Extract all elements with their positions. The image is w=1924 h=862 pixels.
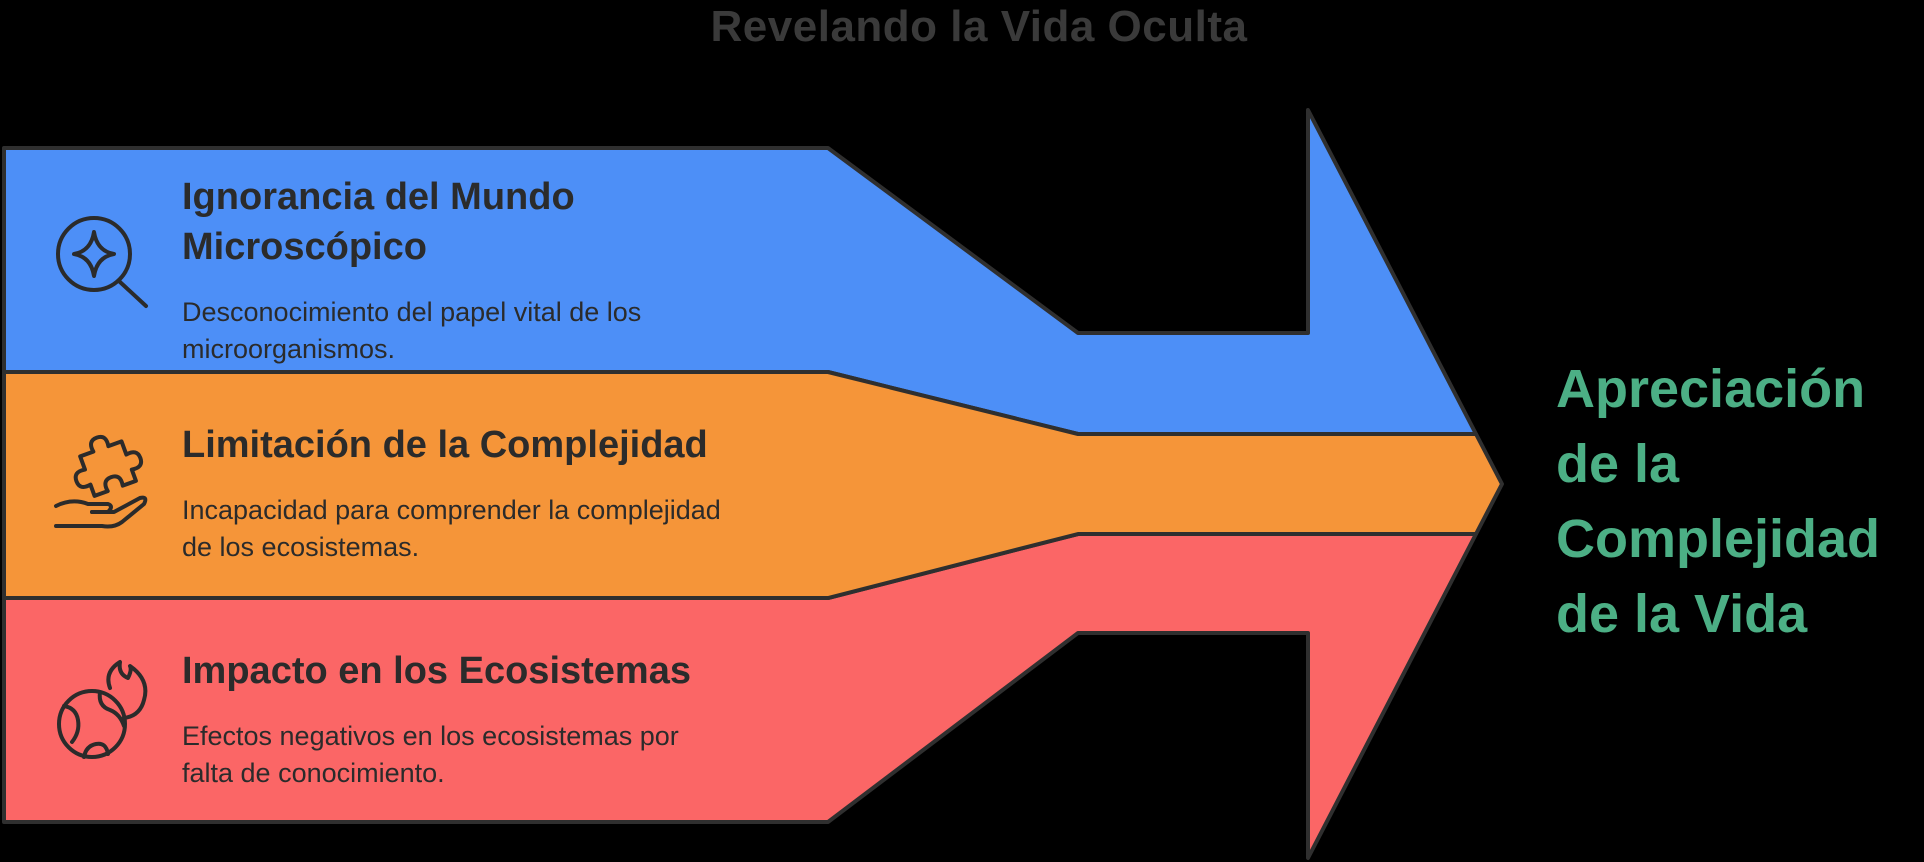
band-desc-line: microorganismos. [182, 334, 396, 364]
band-title-line: Limitación de la Complejidad [182, 424, 708, 466]
magnifier-sparkle-icon [54, 210, 150, 310]
band-desc-line: Desconocimiento del papel vital de los [182, 297, 642, 327]
band-title-line: Impacto en los Ecosistemas [182, 650, 691, 692]
outcome-line: de la Vida [1556, 584, 1808, 644]
burning-globe-icon [54, 658, 154, 762]
band-desc-line: de los ecosistemas. [182, 532, 420, 562]
band-ignorancia [182, 172, 842, 368]
band-desc-line: falta de conocimiento. [182, 758, 445, 788]
band-limitacion [182, 420, 842, 566]
diagram-title: Revelando la Vida Oculta [710, 2, 1248, 51]
puzzle-hand-icon [52, 434, 152, 534]
band-desc-line: Incapacidad para comprender la complejidad [182, 495, 721, 525]
outcome-line: Complejidad [1556, 509, 1881, 569]
outcome-line: Apreciación [1556, 359, 1866, 419]
band-impacto [182, 646, 842, 792]
band-desc-line: Efectos negativos en los ecosistemas por [182, 721, 679, 751]
band-title-line: Ignorancia del Mundo [182, 176, 575, 218]
outcome-line: de la [1556, 434, 1680, 494]
band-title-line: Microscópico [182, 226, 427, 268]
outcome-label [1556, 352, 1916, 652]
